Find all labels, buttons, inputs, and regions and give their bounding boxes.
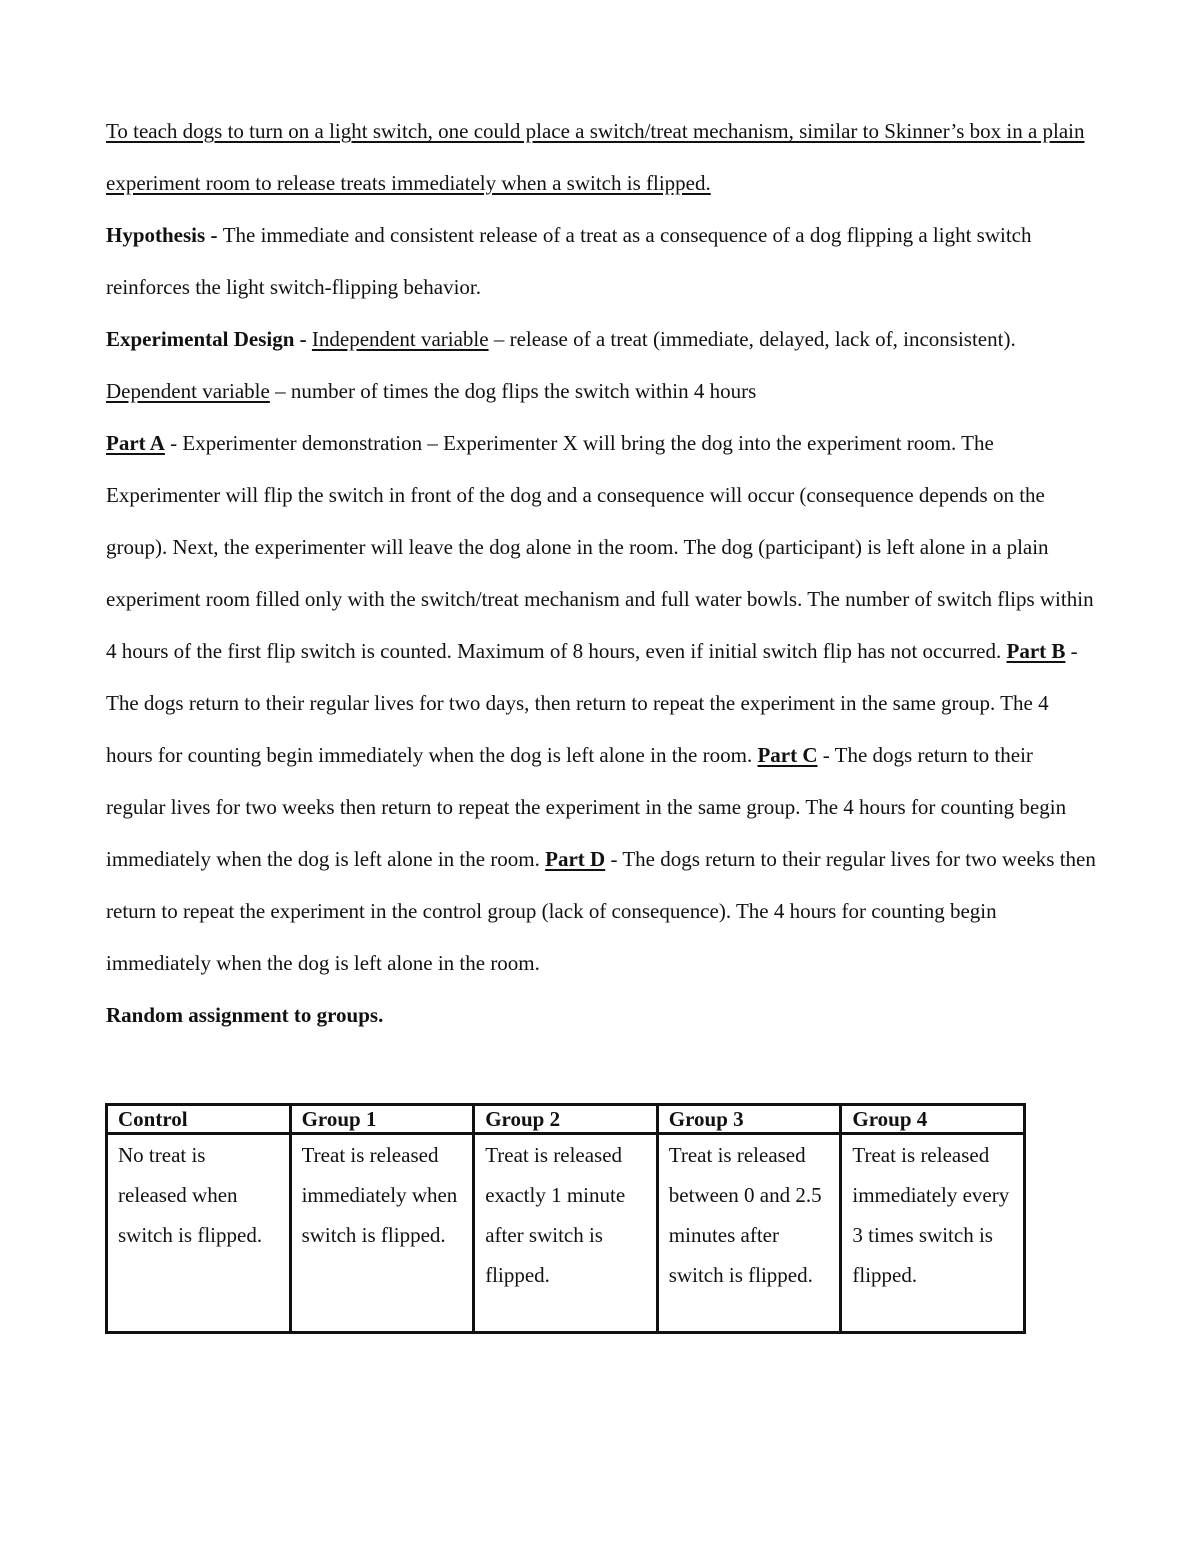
independent-variable-label: Independent variable <box>311 327 489 351</box>
hypothesis-text: The immediate and consistent release of a treat as a consequence of a dog flipping a light switch reinforces the light switch-flipping behavior. <box>106 223 1032 299</box>
document-page <box>106 105 1096 1041</box>
cell-group-1: Treat is released immediately when switch is flipped. <box>290 1134 474 1333</box>
part-b-label: Part B <box>1006 639 1066 663</box>
design-paragraph <box>106 313 1096 417</box>
part-d-text: - The dogs return to their regular lives for two weeks then return to repeat the experiment in the control group (lack of consequence). The 4 hours for counting begin immediately when the dog is left alone in the room. <box>106 847 1096 975</box>
cell-group-3: Treat is released between 0 and 2.5 minutes after switch is flipped. <box>657 1134 841 1333</box>
parts-paragraph <box>106 417 1096 989</box>
part-c-text: - The dogs return to their regular lives for two weeks then return to repeat the experiment in the same group. The 4 hours for counting begin immediately when the dog is left alone in the room. <box>106 743 1067 871</box>
hypothesis-paragraph <box>106 209 1096 313</box>
hypothesis-label: Hypothesis <box>106 223 206 247</box>
header-control: Control <box>107 1105 291 1134</box>
part-d-label: Part D <box>545 847 606 871</box>
intro-text: To teach dogs to turn on a light switch, one could place a switch/treat mechanism, similar to Skinner’s box in a plain experiment room to release treats immediately when a switch is flipped. <box>106 119 1085 195</box>
design-separator: - <box>294 327 312 351</box>
cell-control: No treat is released when switch is flipped. <box>107 1134 291 1333</box>
independent-variable-text: – release of a treat (immediate, delayed, lack of, inconsistent). <box>488 327 1016 351</box>
part-c-label: Part C <box>757 743 818 767</box>
design-label: Experimental Design <box>106 327 295 351</box>
dependent-variable-text: – number of times the dog flips the switch within 4 hours <box>269 379 757 403</box>
part-b-text: - The dogs return to their regular lives for two days, then return to repeat the experiment in the same group. The 4 hours for counting begin immediately when the dog is left alone in the room. <box>106 639 1078 767</box>
part-a-label: Part A <box>106 431 165 455</box>
header-group-4: Group 4 <box>841 1105 1025 1134</box>
header-group-2: Group 2 <box>474 1105 658 1134</box>
random-assignment-text: Random assignment to groups. <box>106 1003 384 1027</box>
intro-paragraph <box>106 105 1096 209</box>
part-a-text: - Experimenter demonstration – Experimenter X will bring the dog into the experiment room. The Experimenter will flip the switch in front of the dog and a consequence will occur (consequence depends on the group). Next, the experimenter will leave the dog alone in the room. The dog (participant) is left alone in a plain experiment room filled only with the switch/treat mechanism and full water bowls. The number of switch flips within 4 hours of the first flip switch is counted. Maximum of 8 hours, even if initial switch flip has not occurred. <box>106 431 1094 663</box>
header-group-1: Group 1 <box>290 1105 474 1134</box>
dependent-variable-label: Dependent variable <box>106 379 270 403</box>
groups-table <box>105 1103 1026 1334</box>
header-group-3: Group 3 <box>657 1105 841 1134</box>
random-assignment-heading <box>106 989 1096 1041</box>
cell-group-2: Treat is released exactly 1 minute after switch is flipped. <box>474 1134 658 1333</box>
cell-group-4: Treat is released immediately every 3 times switch is flipped. <box>841 1134 1025 1333</box>
hypothesis-separator: - <box>205 223 223 247</box>
table-row <box>107 1134 1025 1333</box>
table-header-row <box>107 1105 1025 1134</box>
